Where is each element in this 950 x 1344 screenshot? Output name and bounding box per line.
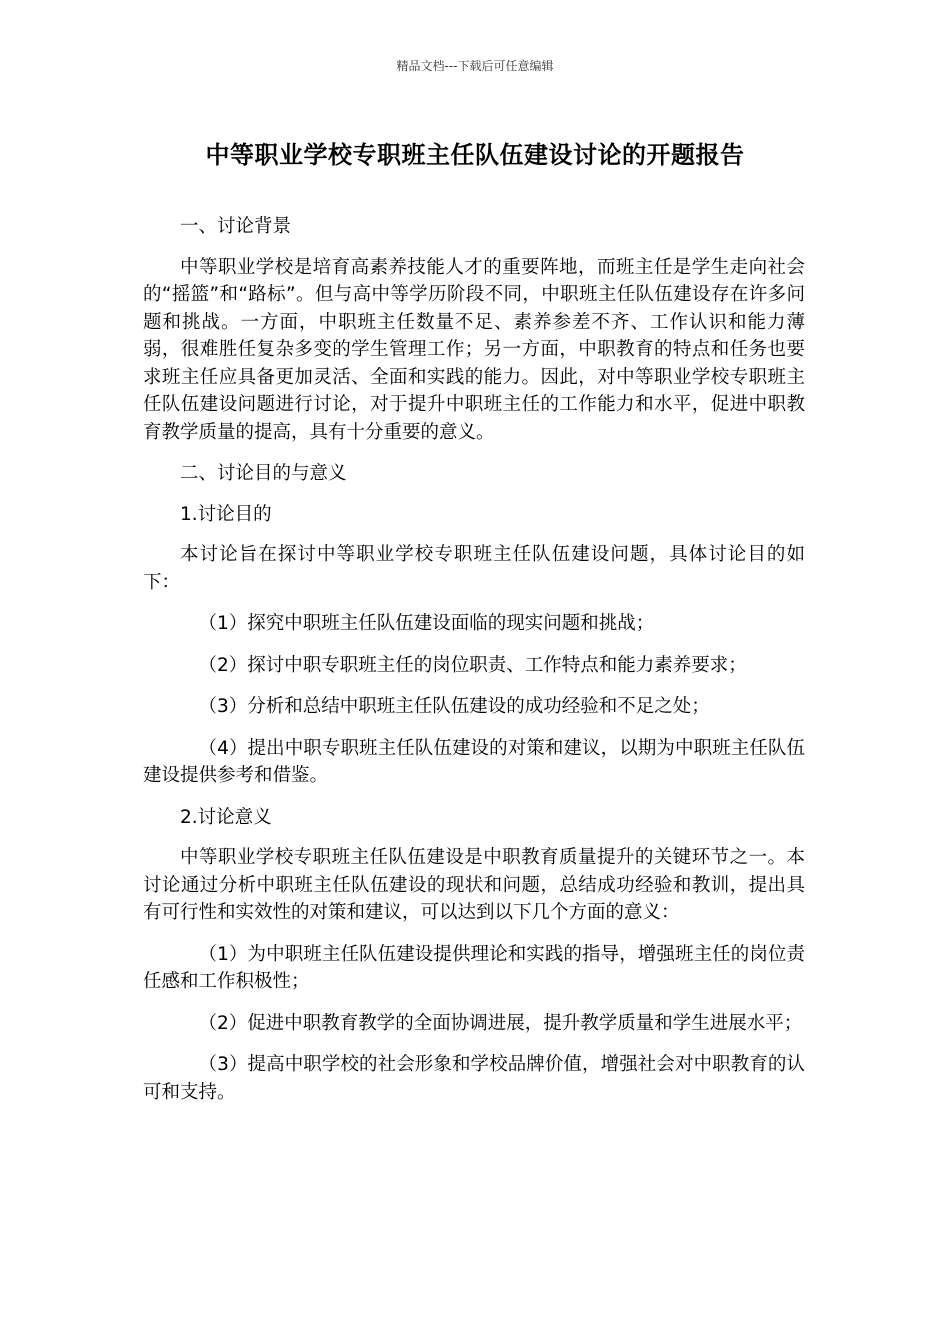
header-note: 精品文档---下载后可任意编辑: [396, 59, 554, 73]
section-heading-purpose-significance: 二、讨论目的与意义: [180, 463, 347, 484]
significance-intro: 中等职业学校专职班主任队伍建设是中职教育质量提升的关键环节之一。本讨论通过分析中职班主任队伍建设的现状和问题，总结成功经验和教训，提出具有可行性和实效性的对策和建议，可以达到以下几个方面的意义：: [143, 847, 805, 923]
document-body: [143, 213, 805, 1120]
subheading-significance: 2.讨论意义: [180, 806, 272, 828]
section-heading-background: 一、讨论背景: [180, 216, 292, 237]
background-paragraph: 中等职业学校是培育高素养技能人才的重要阵地，而班主任是学生走向社会的“摇篮”和“路标”。但与高中等学历阶段不同，中职班主任队伍建设存在许多问题和挑战。一方面，中职班主任数量不足、素养参差不齐、工作认识和能力薄弱，很难胜任复杂多变的学生管理工作；另一方面，中职教育的特点和任务也要求班主任应具备更加灵活、全面和实践的能力。因此，对中等职业学校专职班主任队伍建设问题进行讨论，对于提升中职班主任的工作能力和水平，促进中职教育教学质量的提高，具有十分重要的意义。: [143, 256, 805, 443]
significance-item: （2）促进中职教育教学的全面协调进展，提升教学质量和学生进展水平；: [198, 1012, 803, 1034]
purpose-item: （2）探讨中职专职班主任的岗位职责、工作特点和能力素养要求；: [198, 654, 747, 676]
significance-item: （1）为中职班主任队伍建设提供理论和实践的指导，增强班主任的岗位责任感和工作积极性；: [143, 943, 805, 992]
purpose-item: （3）分析和总结中职班主任队伍建设的成功经验和不足之处；: [198, 696, 710, 717]
purpose-item: （1）探究中职班主任队伍建设面临的现实问题和挑战；: [198, 613, 655, 634]
purpose-intro: 本讨论旨在探讨中等职业学校专职班主任队伍建设问题，具体讨论目的如下：: [143, 544, 805, 593]
purpose-item: （4）提出中职专职班主任队伍建设的对策和建议，以期为中职班主任队伍建设提供参考和借鉴。: [143, 737, 805, 786]
subheading-purpose: 1.讨论目的: [180, 503, 272, 525]
document-title: 中等职业学校专职班主任队伍建设讨论的开题报告: [205, 141, 745, 169]
significance-item: （3）提高中职学校的社会形象和学校品牌价值，增强社会对中职教育的认可和支持。: [143, 1054, 805, 1103]
